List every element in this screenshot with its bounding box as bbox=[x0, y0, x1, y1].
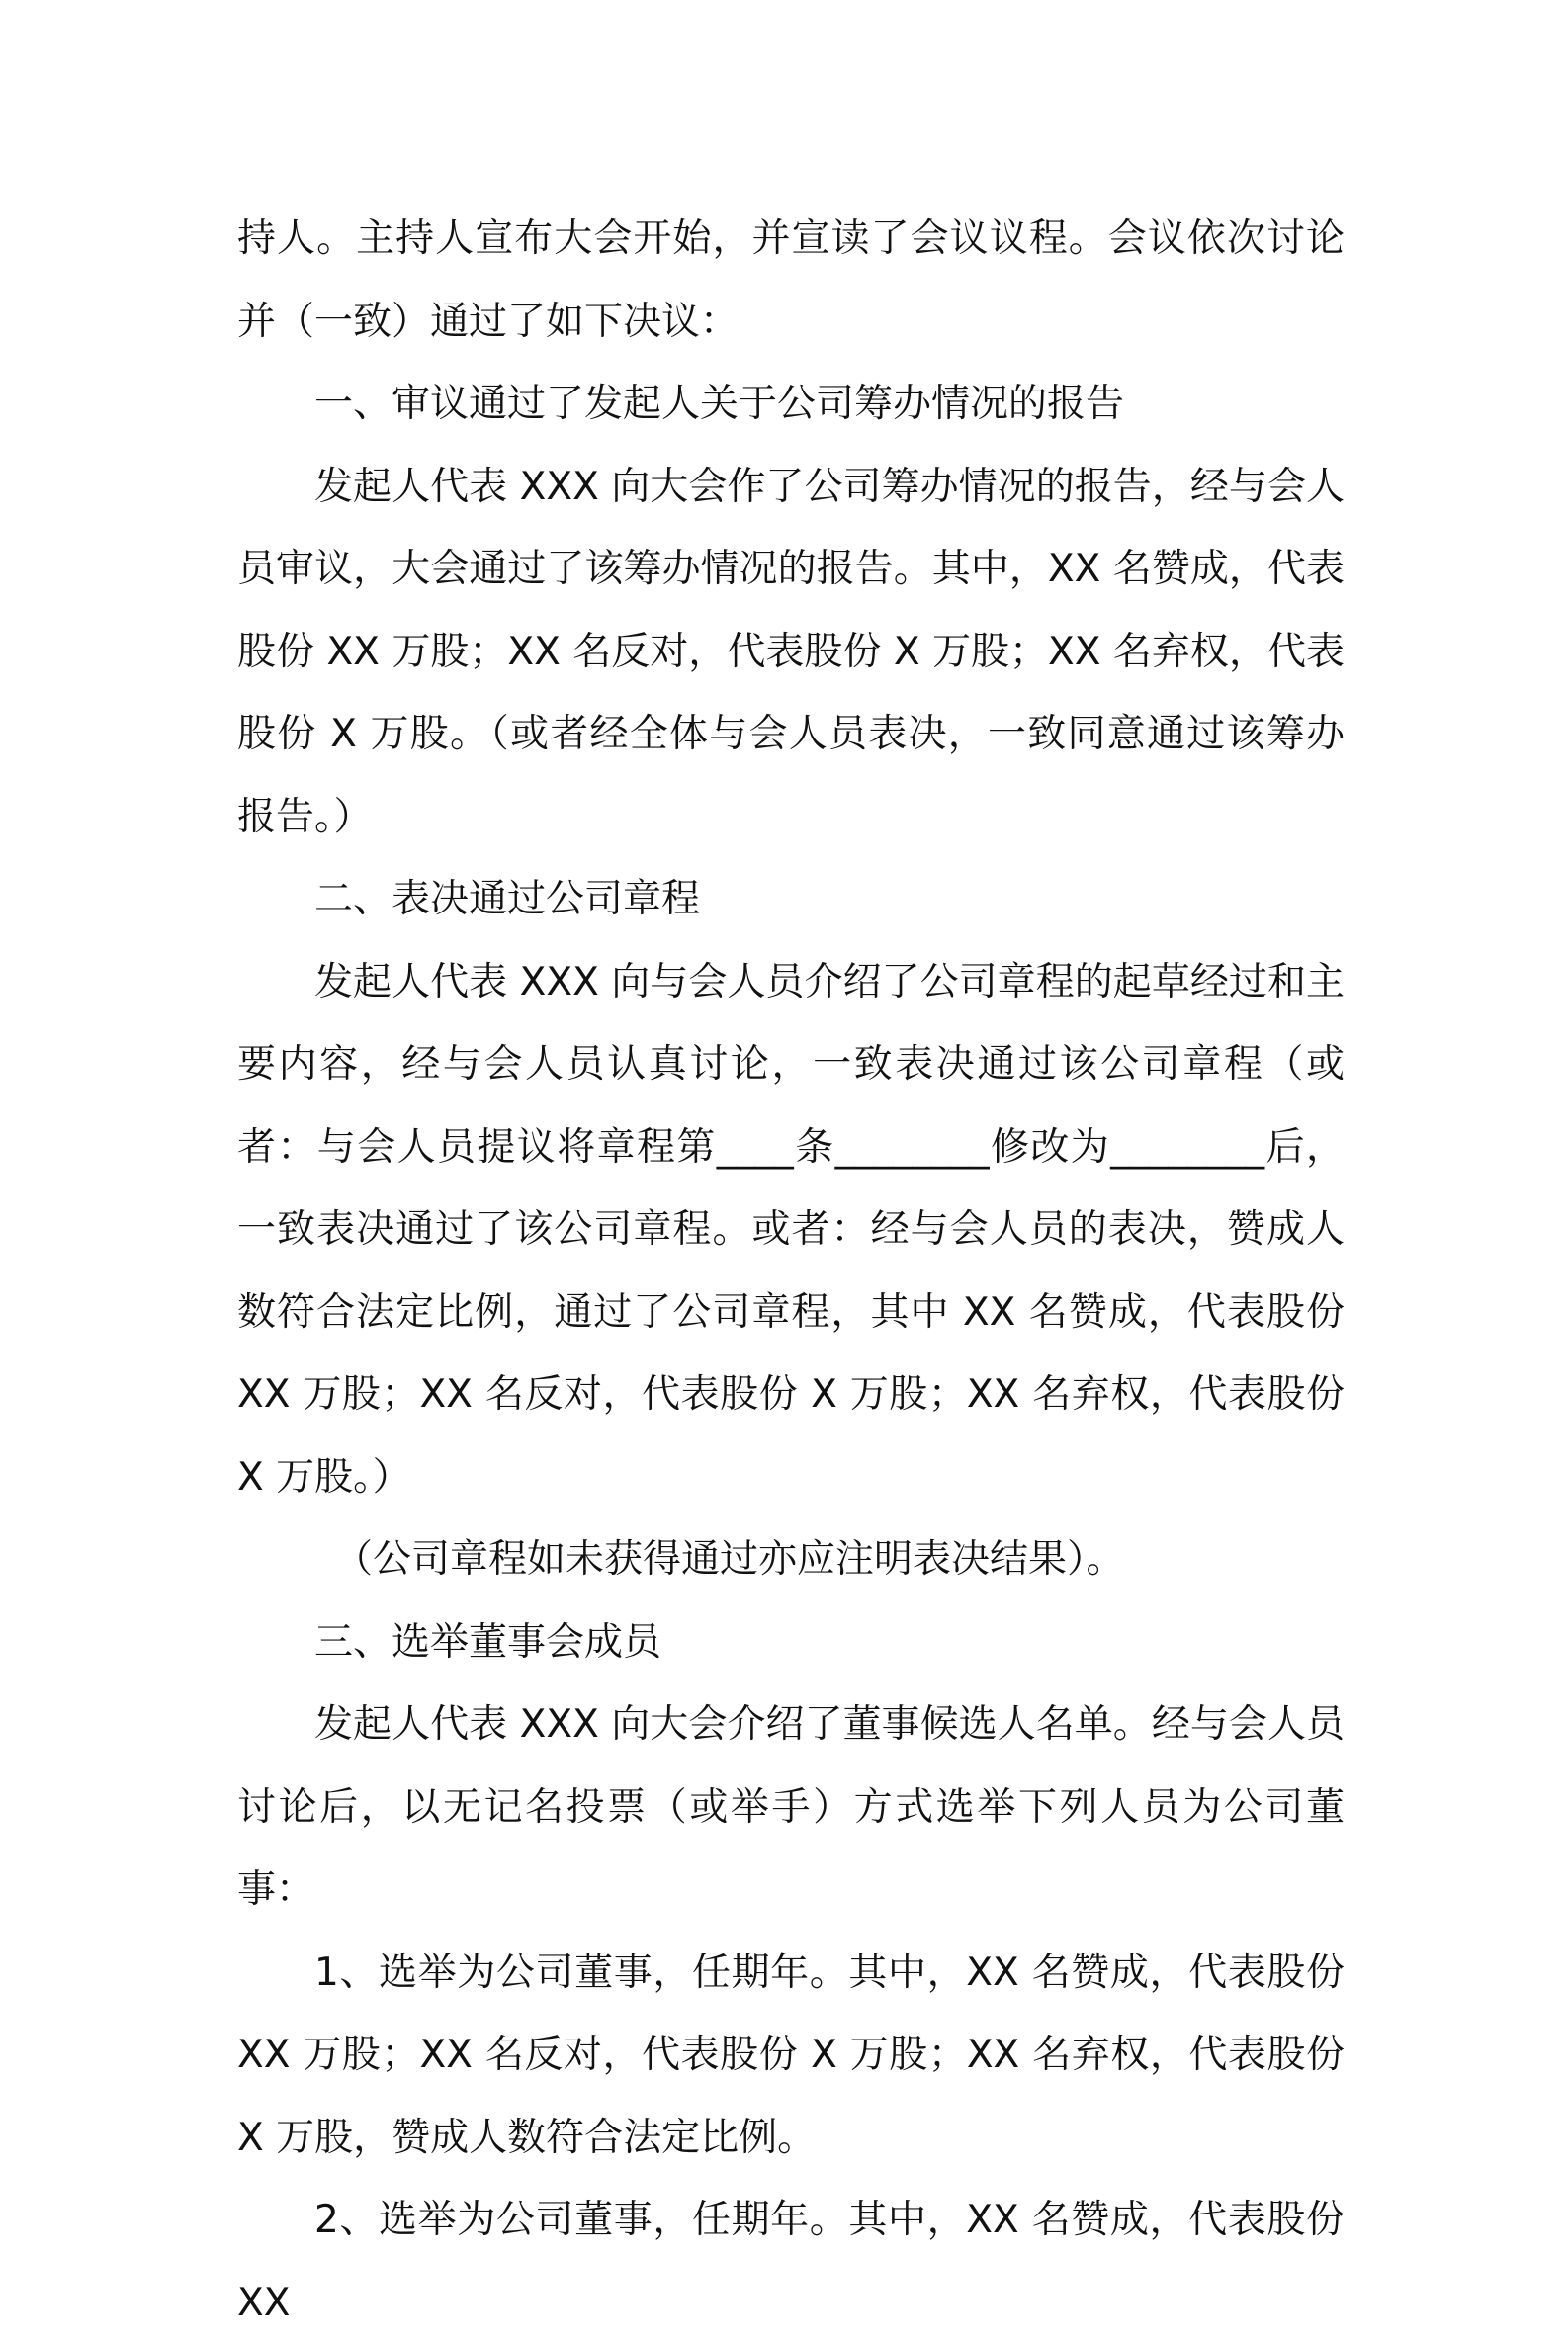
section-heading-1: 一、审议通过了发起人关于公司筹办情况的报告 bbox=[314, 382, 1125, 426]
charter-paragraph: 发起人代表 XXX 向与会人员介绍了公司章程的起草经过和主要内容，经与会人员认真讨论，一致表决通过该公司章程（或者：与会人员提议将章程第____条________修改为________后，一致表决通过了该公司章程。或者：经与会人员的表决，赞成人数符合法定比例，通过了公司章程，其中 XX 名赞成，代表股份 XX 万股；XX 名反对，代表股份 X 万股；XX 名弃权，代表股份 X 万股。） bbox=[237, 959, 1345, 1500]
opening-paragraph: 持人。主持人宣布大会开始，并宣读了会议议程。会议依次讨论并（一致）通过了如下决议： bbox=[237, 217, 1345, 344]
director-1-paragraph: 1、选举为公司董事，任期年。其中，XX 名赞成，代表股份 XX 万股；XX 名反对，代表股份 X 万股；XX 名弃权，代表股份 X 万股，赞成人数符合法定比例。 bbox=[237, 1950, 1345, 2160]
section-heading-3: 三、选举董事会成员 bbox=[314, 1619, 662, 1665]
charter-note-paragraph: （公司章程如未获得通过亦应注明表决结果）。 bbox=[334, 1537, 1125, 1582]
document-body bbox=[237, 198, 1345, 2344]
candidates-paragraph: 发起人代表 XXX 向大会介绍了董事候选人名单。经与会人员讨论后，以无记名投票（或举手）方式选举下列人员为公司董事： bbox=[237, 1702, 1345, 1912]
section-heading-2: 二、表决通过公司章程 bbox=[314, 877, 701, 921]
director-2-paragraph: 2、选举为公司董事，任期年。其中，XX 名赞成，代表股份 XX bbox=[237, 2198, 1345, 2325]
report-paragraph: 发起人代表 XXX 向大会作了公司筹办情况的报告，经与会人员审议，大会通过了该筹办情况的报告。其中，XX 名赞成，代表股份 XX 万股；XX 名反对，代表股份 X 万股；XX 名弃权，代表股份 X 万股。（或者经全体与会人员表决，一致同意通过该筹办报告。） bbox=[237, 464, 1345, 839]
